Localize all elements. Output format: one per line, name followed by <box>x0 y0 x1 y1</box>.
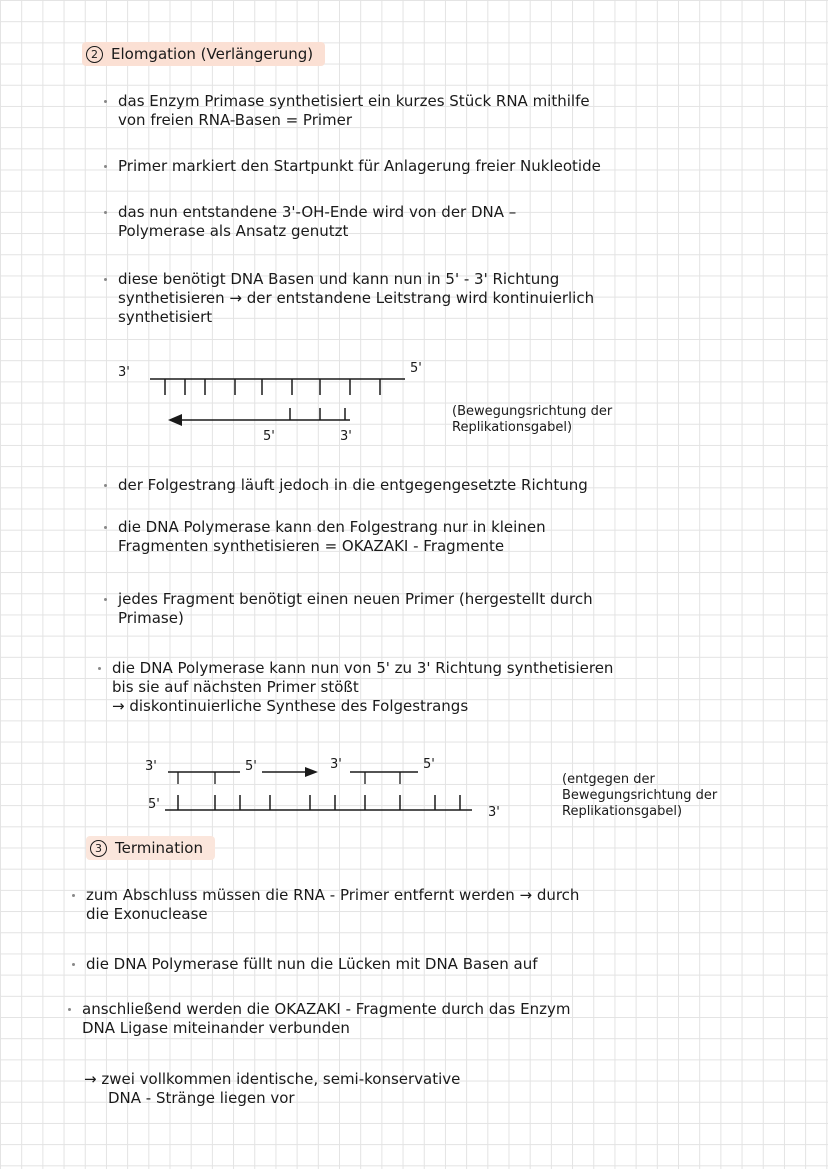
fragment-ticks <box>178 772 400 784</box>
arrow-head-left <box>168 414 182 426</box>
base-ticks-upper <box>165 379 380 395</box>
diagram2-label-fragment2-3prime: 3' <box>330 757 342 772</box>
diagram2-label-fragment1-5prime: 5' <box>245 759 257 774</box>
note-oh-ende: das nun entstandene 3'-OH-Ende wird von der DNA – Polymerase als Ansatz genutzt <box>118 203 517 240</box>
diagram2-label-template-3prime: 3' <box>488 805 500 820</box>
note-diskontinuierlich: die DNA Polymerase kann nun von 5' zu 3' Richtung synthetisieren bis sie auf nächsten Primer stößt → diskontinuierliche Synthese des Folgestrangs <box>112 659 614 715</box>
note-luecken-fuellen: die DNA Polymerase füllt nun die Lücken mit DNA Basen auf <box>86 955 538 973</box>
diagram2-label-template-5prime: 5' <box>148 797 160 812</box>
section-title-elongation: Elomgation (Verlängerung) <box>111 45 314 63</box>
diagram2-label-fragment2-5prime: 5' <box>423 757 435 772</box>
diagram1-caption: (Bewegungsrichtung der Replikationsgabel) <box>452 404 613 435</box>
diagram1-label-bottom-left: 5' <box>263 429 275 444</box>
section-heading-elongation <box>82 42 325 66</box>
diagram2-label-fragment1-3prime: 3' <box>145 759 157 774</box>
leading-strand-diagram <box>0 352 828 452</box>
section-heading-termination <box>86 836 215 860</box>
diagram1-label-top-right: 5' <box>410 361 422 376</box>
note-primase: das Enzym Primase synthetisiert ein kurzes Stück RNA mithilfe von freien RNA-Basen = Primer <box>118 92 590 129</box>
note-leitstrang: diese benötigt DNA Basen und kann nun in 5' - 3' Richtung synthetisieren → der entstandene Leitstrang wird kontinuierlich synthetisiert <box>118 270 595 326</box>
diagram2-caption: (entgegen der Bewegungsrichtung der Replikationsgabel) <box>562 772 718 819</box>
note-fragment-primer: jedes Fragment benötigt einen neuen Primer (hergestellt durch Primase) <box>118 590 593 627</box>
diagram1-label-top-left: 3' <box>118 365 130 380</box>
conclusion-semi-konservativ: → zwei vollkommen identische, semi-konservative DNA - Stränge liegen vor <box>84 1070 461 1107</box>
section-title-termination: Termination <box>115 839 203 857</box>
note-folgestrang-richtung: der Folgestrang läuft jedoch in die entgegengesetzte Richtung <box>118 476 588 494</box>
note-exonuclease: zum Abschluss müssen die RNA - Primer entfernt werden → durch die Exonuclease <box>86 886 580 923</box>
section-number-3: 3 <box>90 840 107 857</box>
fragment-arrow-head <box>305 767 318 777</box>
template-ticks <box>178 795 460 810</box>
section-number-2: 2 <box>86 46 103 63</box>
note-okazaki: die DNA Polymerase kann den Folgestrang nur in kleinen Fragmenten synthetisieren = OKAZAKI - Fragmente <box>118 518 546 555</box>
diagram1-label-bottom-right: 3' <box>340 429 352 444</box>
note-ligase: anschließend werden die OKAZAKI - Fragmente durch das Enzym DNA Ligase miteinander verbunden <box>82 1000 571 1037</box>
note-primer-startpunkt: Primer markiert den Startpunkt für Anlagerung freier Nukleotide <box>118 157 601 175</box>
base-ticks-lower <box>290 408 345 420</box>
